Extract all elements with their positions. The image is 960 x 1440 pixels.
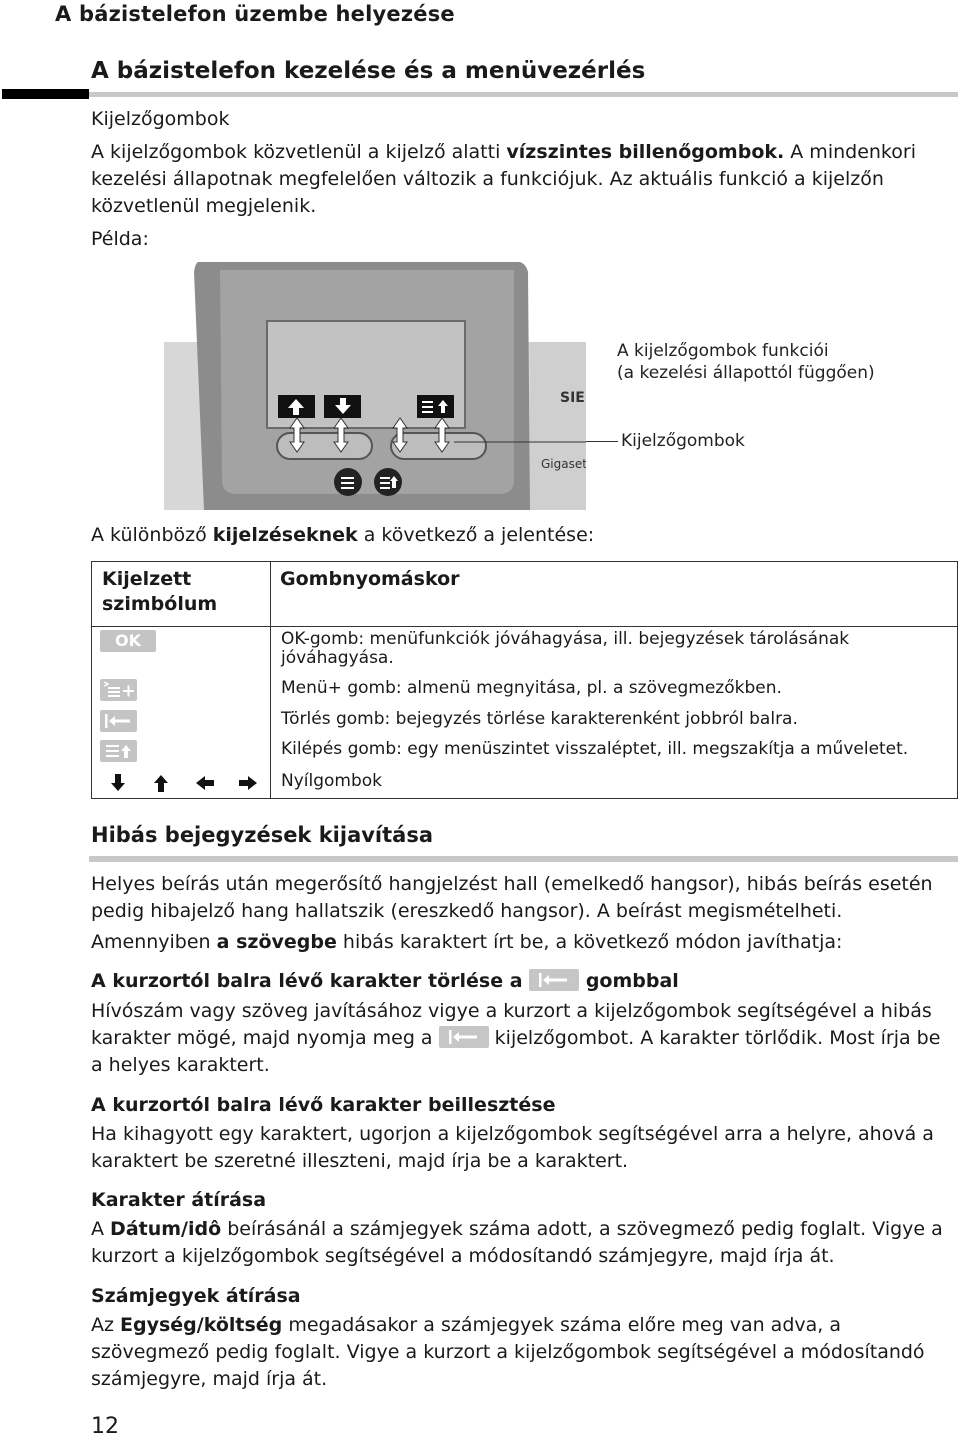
table-row-ok: OK-gomb: menüfunkciók jóváhagyása, ill. bejegyzések tárolásának jóváhagyása. bbox=[281, 629, 850, 668]
callout-functions: A kijelzőgombok funkciói (a kezelési állapottól függően) bbox=[617, 341, 875, 383]
brand-partial: SIE bbox=[560, 390, 585, 406]
example-label: Példa: bbox=[91, 228, 149, 250]
title-rule-black bbox=[2, 89, 89, 99]
table-header-symbol: Kijelzett szimbólum bbox=[102, 568, 218, 615]
delete-key-icon bbox=[100, 710, 137, 732]
menu-plus-icon bbox=[100, 679, 137, 701]
section2-title: Hibás bejegyzések kijavítása bbox=[91, 823, 434, 847]
table-header-action: Gombnyomáskor bbox=[280, 568, 460, 590]
section2-rule bbox=[89, 856, 958, 862]
model-text: Gigaset bbox=[541, 457, 586, 471]
delete-paragraph: Hívószám vagy szöveg javításához vigye a kurzort a kijelzőgombok segítségével a hibás karakter mögé, majd nyomja meg a kijelzőgombot. A karakter törlődik. Most írja be a helyes karaktert. bbox=[91, 1000, 941, 1076]
callout-leader bbox=[586, 441, 618, 442]
delete-key-inline-icon-2 bbox=[439, 1026, 489, 1048]
meaning-sentence: A különböző kijelzéseknek a következő a jelentése: bbox=[91, 524, 595, 546]
intro-paragraph: A kijelzőgombok közvetlenül a kijelző alatti vízszintes billenőgombok. A mindenkori kezelési állapotnak megfelelően változik a funkciójuk. Az aktuális funkció a kijelzőn közvetlenül megjelenik. bbox=[91, 141, 916, 217]
arrow-keys-icon bbox=[110, 773, 258, 793]
running-head: A bázistelefon üzembe helyezése bbox=[55, 2, 455, 26]
table-row-delete: Törlés gomb: bejegyzés törlése karakterenként jobbról balra. bbox=[281, 709, 798, 729]
page-number: 12 bbox=[91, 1414, 119, 1439]
overwrite-heading: Karakter átírása bbox=[91, 1189, 267, 1211]
delete-heading: A kurzortól balra lévő karakter törlése a gombbal bbox=[91, 970, 679, 992]
table-column-divider bbox=[270, 562, 271, 798]
section-title: A bázistelefon kezelése és a menüvezérlés bbox=[91, 58, 646, 84]
insert-paragraph: Ha kihagyott egy karaktert, ugorjon a kijelzőgombok segítségével arra a helyre, ahová a karaktert be szeretné illeszteni, majd írja be a karaktert. bbox=[91, 1123, 934, 1172]
table-row-exit: Kilépés gomb: egy menüszintet visszaléptet, ill. megszakítja a műveletet. bbox=[281, 739, 909, 759]
ok-key-icon: OK bbox=[100, 630, 156, 652]
symbol-table bbox=[91, 561, 958, 799]
digits-heading: Számjegyek átírása bbox=[91, 1285, 301, 1307]
phone-figure bbox=[164, 262, 586, 510]
insert-heading: A kurzortól balra lévő karakter beillesztése bbox=[91, 1094, 556, 1116]
digits-paragraph: Az Egység/költség megadásakor a számjegyek száma előre meg van adva, a szövegmező pedig foglalt. Vigye a kurzort a kijelzőgombok segítségével a módosítandó számjegyre, majd írja át. bbox=[91, 1314, 925, 1390]
text-correction-paragraph: Amennyiben a szövegbe hibás karaktert írt be, a következő módon javíthatja: bbox=[91, 931, 843, 953]
title-rule-grey bbox=[89, 92, 958, 97]
callout-display-keys: Kijelzőgombok bbox=[621, 431, 745, 451]
subheading-display-keys: Kijelzőgombok bbox=[91, 108, 230, 130]
table-row-menu-plus: Menü+ gomb: almenü megnyitása, pl. a szövegmezőkben. bbox=[281, 678, 782, 698]
exit-key-icon bbox=[100, 740, 137, 762]
table-row-arrows: Nyílgombok bbox=[281, 771, 383, 791]
delete-key-inline-icon bbox=[529, 969, 579, 991]
overwrite-paragraph: A Dátum/idô beírásánál a számjegyek száma adott, a szövegmező pedig foglalt. Vigye a kurzort a kijelzőgombok segítségével a módosítandó számjegyre, majd írja át. bbox=[91, 1218, 943, 1267]
beep-paragraph: Helyes beírás után megerősítő hangjelzést hall (emelkedő hangsor), hibás beírás esetén pedig hibajelző hang hallatszik (ereszkedő hangsor). A beírást megismételheti. bbox=[91, 873, 933, 922]
table-header-divider bbox=[92, 626, 957, 627]
